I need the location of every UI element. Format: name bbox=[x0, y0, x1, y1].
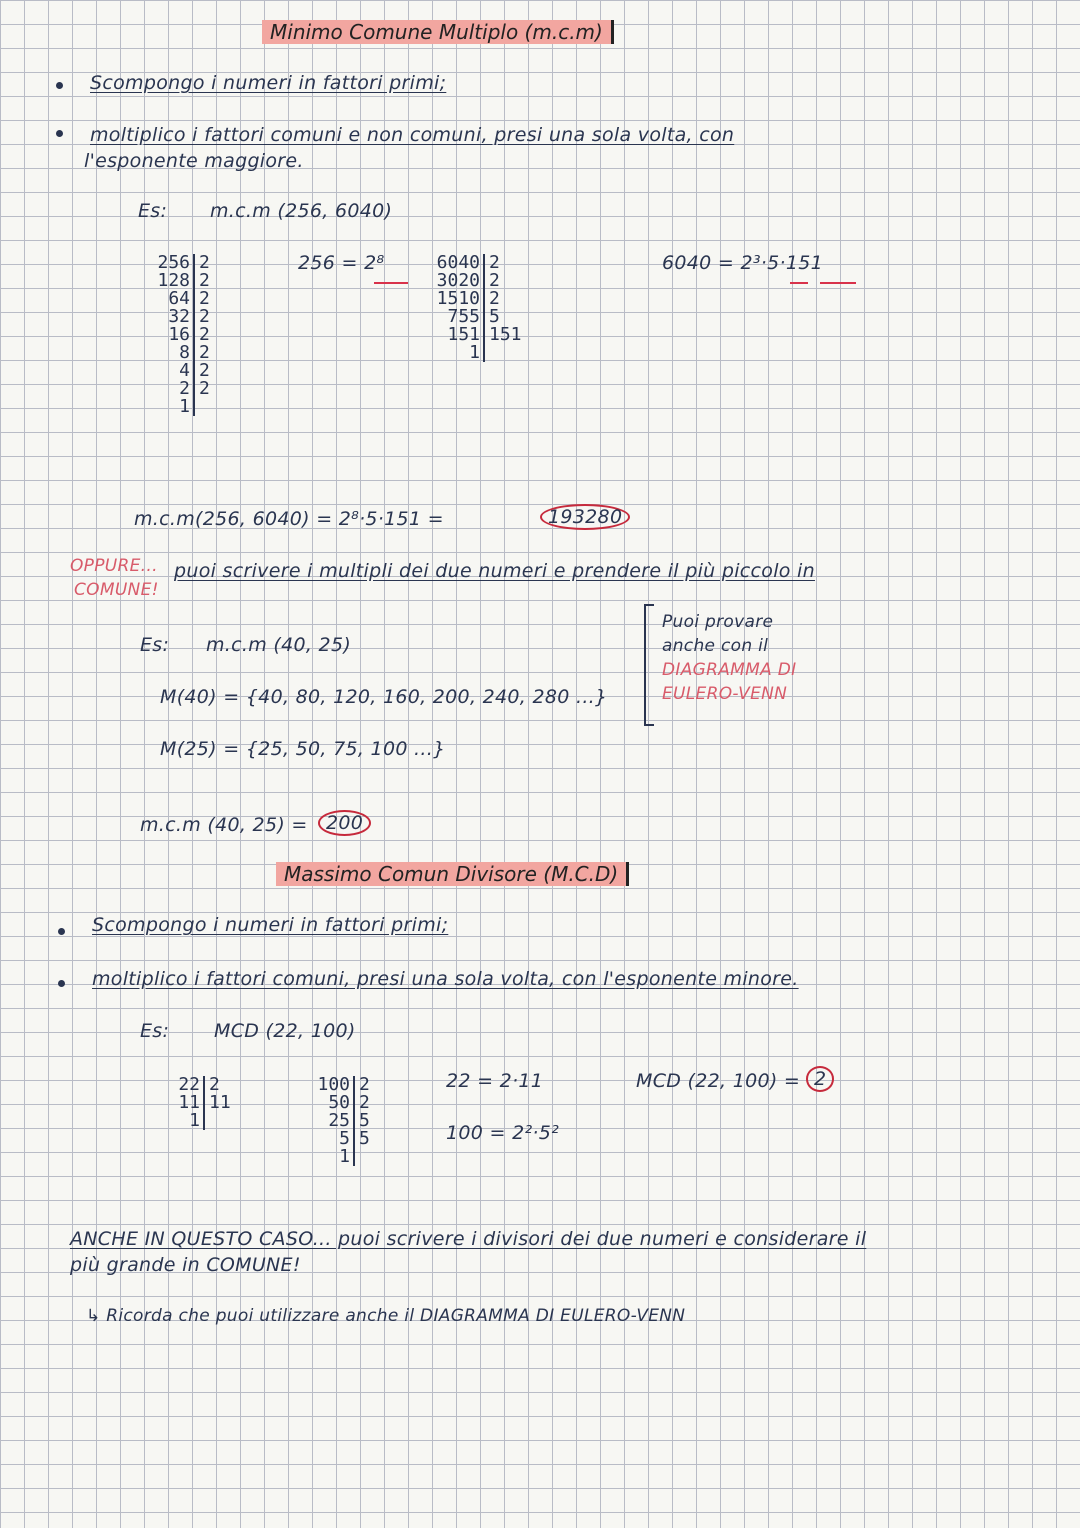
prime-factor: 2 bbox=[199, 270, 210, 291]
factor-number: 100 bbox=[300, 1076, 355, 1094]
prime-factor: 5 bbox=[359, 1110, 370, 1131]
prime-factor: 2 bbox=[199, 252, 210, 273]
factor-number: 3020 bbox=[430, 272, 485, 290]
factorization-100 bbox=[300, 1076, 370, 1166]
example-2-label: Es: bbox=[140, 634, 170, 656]
factor-number: 1 bbox=[150, 1112, 205, 1130]
bullet-dot bbox=[56, 82, 63, 89]
underline-mark bbox=[820, 282, 856, 284]
factor-number: 6040 bbox=[430, 254, 485, 272]
factor-number: 1 bbox=[430, 344, 485, 362]
factor-number: 64 bbox=[140, 290, 195, 308]
prime-factor: 2 bbox=[199, 324, 210, 345]
mcm-40-25-result: 200 bbox=[318, 810, 371, 836]
factor-number: 256 bbox=[140, 254, 195, 272]
mcd-example-label: Es: bbox=[140, 1020, 170, 1042]
prime-factor: 2 bbox=[209, 1074, 220, 1095]
factor-number: 1510 bbox=[430, 290, 485, 308]
result-22: 22 = 2·11 bbox=[446, 1070, 544, 1092]
prime-factor: 2 bbox=[359, 1074, 370, 1095]
example-1-expression: m.c.m (256, 6040) bbox=[210, 200, 393, 222]
multiples-40: M(40) = {40, 80, 120, 160, 200, 240, 280 ...} bbox=[160, 686, 608, 708]
prime-factor bbox=[205, 1112, 209, 1130]
mcd-bullet-1: Scompongo i numeri in fattori primi; bbox=[92, 914, 449, 936]
mcd-result: 2 bbox=[806, 1066, 834, 1092]
side-note-line-3: DIAGRAMMA DI bbox=[662, 660, 797, 680]
mcm-final-result: 193280 bbox=[540, 504, 630, 530]
factorization-6040 bbox=[430, 254, 522, 362]
prime-factor: 2 bbox=[489, 288, 500, 309]
factor-number: 2 bbox=[140, 380, 195, 398]
prime-factor bbox=[485, 344, 489, 362]
underline-mark bbox=[790, 282, 808, 284]
factor-number: 4 bbox=[140, 362, 195, 380]
prime-factor: 2 bbox=[489, 270, 500, 291]
bullet-dot bbox=[58, 980, 65, 987]
prime-factor: 2 bbox=[489, 252, 500, 273]
prime-factor: 2 bbox=[199, 342, 210, 363]
prime-factor: 2 bbox=[359, 1092, 370, 1113]
side-note-bracket bbox=[644, 604, 654, 726]
oppure-label: OPPURE... bbox=[70, 556, 158, 576]
side-note-line-2: anche con il bbox=[662, 636, 769, 656]
mcm-bullet-2-line-1: moltiplico i fattori comuni e non comuni, presi una sola volta, con bbox=[90, 124, 735, 146]
remember-note: ↳ Ricorda che puoi utilizzare anche il DIAGRAMMA DI EULERO-VENN bbox=[86, 1306, 686, 1326]
mcd-title: Massimo Comun Divisore (M.C.D) bbox=[276, 862, 629, 886]
prime-factor: 5 bbox=[359, 1128, 370, 1149]
factor-number: 16 bbox=[140, 326, 195, 344]
factor-number: 5 bbox=[300, 1130, 355, 1148]
mcm-title: Minimo Comune Multiplo (m.c.m) bbox=[262, 20, 614, 44]
prime-factor bbox=[195, 398, 199, 416]
factor-number: 8 bbox=[140, 344, 195, 362]
factor-number: 151 bbox=[430, 326, 485, 344]
underline-mark bbox=[374, 282, 408, 284]
mcm-bullet-2-line-2: l'esponente maggiore. bbox=[84, 150, 304, 172]
prime-factor: 11 bbox=[209, 1092, 231, 1113]
result-6040: 6040 = 2³·5·151 bbox=[662, 252, 823, 274]
comune-label: COMUNE! bbox=[74, 580, 159, 600]
prime-factor: 2 bbox=[199, 378, 210, 399]
prime-factor: 2 bbox=[199, 360, 210, 381]
example-2-expression: m.c.m (40, 25) bbox=[206, 634, 352, 656]
factor-number: 25 bbox=[300, 1112, 355, 1130]
side-note-line-4: EULERO-VENN bbox=[662, 684, 788, 704]
side-note-line-1: Puoi provare bbox=[662, 612, 774, 632]
prime-factor bbox=[355, 1148, 359, 1166]
factor-number: 128 bbox=[140, 272, 195, 290]
factor-number: 11 bbox=[150, 1094, 205, 1112]
factor-number: 1 bbox=[300, 1148, 355, 1166]
factor-row bbox=[300, 1148, 370, 1166]
factor-number: 1 bbox=[140, 398, 195, 416]
oppure-text: puoi scrivere i multipli dei due numeri e prendere il più piccolo in bbox=[174, 560, 815, 582]
factor-row bbox=[300, 1130, 370, 1148]
result-256: 256 = 2⁸ bbox=[298, 252, 385, 274]
mcd-bullet-2: moltiplico i fattori comuni, presi una sola volta, con l'esponente minore. bbox=[92, 968, 799, 990]
bullet-dot bbox=[58, 928, 65, 935]
mcd-expression: MCD (22, 100) = bbox=[636, 1070, 801, 1092]
bullet-dot bbox=[56, 130, 63, 137]
factor-row bbox=[430, 344, 522, 362]
mcm-40-25: m.c.m (40, 25) = bbox=[140, 814, 308, 836]
factor-number: 755 bbox=[430, 308, 485, 326]
result-100: 100 = 2²·5² bbox=[446, 1122, 560, 1144]
also-line-1: ANCHE IN QUESTO CASO... puoi scrivere i divisori dei due numeri e considerare il bbox=[70, 1228, 867, 1250]
example-1-label: Es: bbox=[138, 200, 168, 222]
factor-number: 50 bbox=[300, 1094, 355, 1112]
prime-factor: 2 bbox=[199, 288, 210, 309]
also-line-2: più grande in COMUNE! bbox=[70, 1254, 301, 1276]
factor-row bbox=[140, 380, 210, 398]
factorization-256 bbox=[140, 254, 210, 416]
factor-number: 32 bbox=[140, 308, 195, 326]
mcd-example-expression: MCD (22, 100) bbox=[214, 1020, 356, 1042]
prime-factor: 5 bbox=[489, 306, 500, 327]
prime-factor: 151 bbox=[489, 324, 522, 345]
factorization-22 bbox=[150, 1076, 231, 1130]
mcm-final-expression: m.c.m(256, 6040) = 2⁸·5·151 = bbox=[134, 508, 444, 530]
mcm-bullet-1: Scompongo i numeri in fattori primi; bbox=[90, 72, 447, 94]
factor-row bbox=[140, 398, 210, 416]
multiples-25: M(25) = {25, 50, 75, 100 ...} bbox=[160, 738, 446, 760]
factor-row bbox=[150, 1112, 231, 1130]
factor-number: 22 bbox=[150, 1076, 205, 1094]
prime-factor: 2 bbox=[199, 306, 210, 327]
